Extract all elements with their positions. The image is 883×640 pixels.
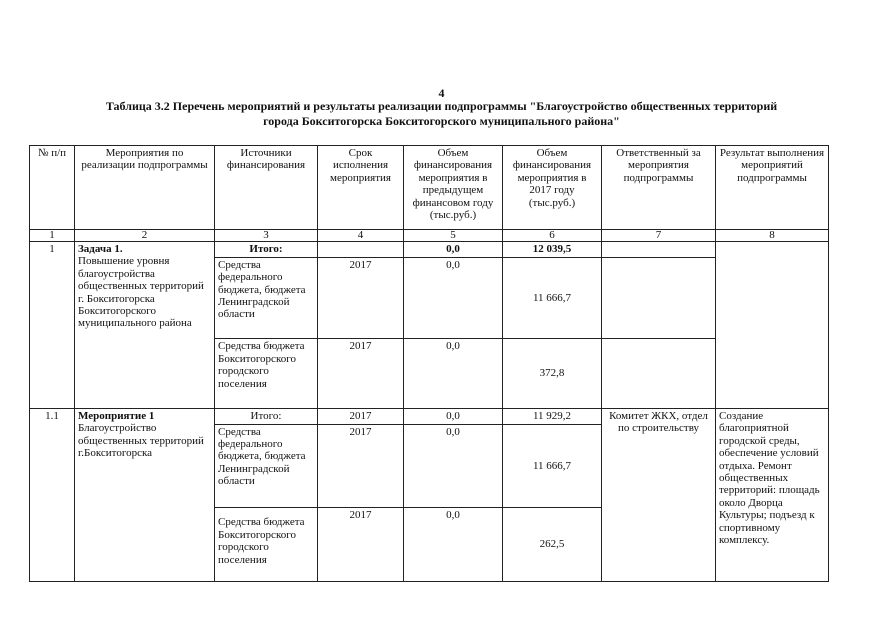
col-number: 4: [318, 229, 404, 241]
measure-desc: Благоустройство общественных территорий г.Бокситогорска: [78, 422, 204, 460]
task-responsible-local: [602, 339, 716, 408]
col-number: 1: [30, 229, 75, 241]
task-num: 1: [30, 242, 75, 409]
measure-result: Создание благоприятной городской среды, обеспечение условий отдыха. Ремонт общественных территорий: площадь около Дворца Культуры; подъезд к спортивному комплексу.: [716, 408, 829, 581]
measure-source-federal: Средства федерального бюджета, бюджета Ленинградской области: [215, 424, 318, 508]
task-source-federal: Средства федерального бюджета, бюджета Ленинградской области: [215, 257, 318, 339]
measure-total-prev: 0,0: [404, 408, 503, 424]
header-measures: Мероприятия по реализации подпрограммы: [75, 146, 215, 230]
task-responsible-federal: [602, 257, 716, 339]
page-number: 4: [438, 86, 445, 100]
measure-total-row: [30, 408, 829, 424]
measure-total-label: Итого:: [215, 408, 318, 424]
task-result: [716, 242, 829, 409]
col-number: 5: [404, 229, 503, 241]
measure-amount-federal: 11 666,7: [503, 424, 602, 508]
col-number: 3: [215, 229, 318, 241]
measure-total-year: 2017: [318, 408, 404, 424]
measure-title: Мероприятие 1: [78, 409, 155, 422]
measure-year-local: 2017: [318, 508, 404, 582]
measure-prev-local: 0,0: [404, 508, 503, 582]
col-number: 2: [75, 229, 215, 241]
title-line-2: города Бокситогорска Бокситогорского муниципального района": [263, 114, 620, 128]
measure-amount-local: 262,5: [503, 508, 602, 582]
task-desc: Повышение уровня благоустройства общественных территорий г. Бокситогорска Бокситогорского муниципального района: [78, 255, 204, 330]
header-num: № п/п: [30, 146, 75, 230]
col-number: 6: [503, 229, 602, 241]
col-number: 8: [716, 229, 829, 241]
task-total-row: [30, 242, 829, 258]
measures-table: [29, 145, 829, 582]
task-total-prev: 0,0: [404, 242, 503, 258]
col-number: 7: [602, 229, 716, 241]
measure-num: 1.1: [30, 408, 75, 581]
task-year-local: 2017: [318, 339, 404, 408]
title-line-1: Таблица 3.2 Перечень мероприятий и результаты реализации подпрограммы "Благоустройство общественных территорий: [105, 99, 778, 113]
task-total-2017: 12 039,5: [503, 242, 602, 258]
task-cell: [75, 242, 215, 409]
measure-year-federal: 2017: [318, 424, 404, 508]
task-prev-local: 0,0: [404, 339, 503, 408]
task-amount-federal: 11 666,7: [503, 257, 602, 339]
table-title: [40, 99, 843, 129]
task-total-label: Итого:: [215, 242, 318, 258]
measure-responsible: Комитет ЖКХ, отдел по строительству: [602, 408, 716, 581]
task-year-federal: 2017: [318, 257, 404, 339]
header-responsible: Ответственный за мероприятия подпрограммы: [602, 146, 716, 230]
task-total-year: [318, 242, 404, 258]
task-source-local: Средства бюджета Бокситогорского городского поселения: [215, 339, 318, 408]
header-result: Результат выполнения мероприятий подпрограммы: [716, 146, 829, 230]
task-prev-federal: 0,0: [404, 257, 503, 339]
header-prev-volume: Объем финансирования мероприятия в предыдущем финансовом году (тыс.руб.): [404, 146, 503, 230]
measure-total-2017: 11 929,2: [503, 408, 602, 424]
header-sources: Источники финансирования: [215, 146, 318, 230]
column-numbers-row: [30, 229, 829, 241]
header-2017-volume: Объем финансирования мероприятия в 2017 году (тыс.руб.): [503, 146, 602, 230]
measure-prev-federal: 0,0: [404, 424, 503, 508]
header-term: Срок исполнения мероприятия: [318, 146, 404, 230]
measure-cell: [75, 408, 215, 581]
task-responsible: [602, 242, 716, 258]
header-row: [30, 146, 829, 230]
task-amount-local: 372,8: [503, 339, 602, 408]
task-title: Задача 1.: [78, 243, 123, 255]
measure-source-local: Средства бюджета Бокситогорского городского поселения: [215, 508, 318, 582]
